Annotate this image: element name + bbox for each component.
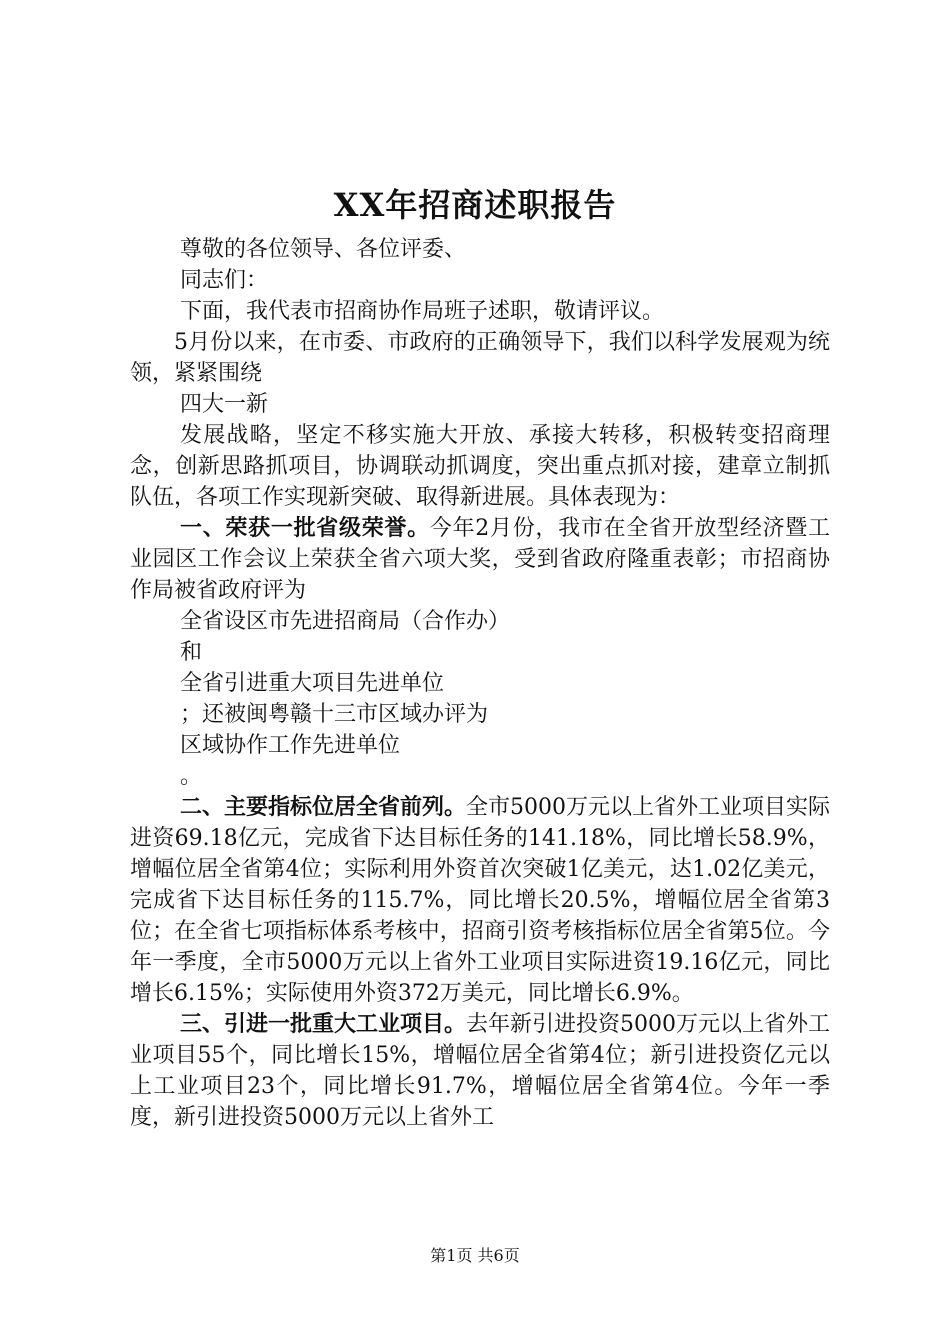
salutation-line-2: 同志们：	[180, 268, 269, 293]
award-3: 区域协作工作先进单位	[180, 733, 401, 758]
award-1: 全省设区市先进招商局（合作办）	[180, 609, 511, 634]
award-end: 。	[180, 764, 203, 789]
salutation-line-1: 尊敬的各位领导、各位评委、	[180, 237, 467, 262]
document-title: XX年招商述职报告	[333, 186, 617, 224]
section-2-text: 全市5000万元以上省外工业项目实际进资69.18亿元，完成省下达目标任务的141.18%，同比增长58.9%，增幅位居全省第4位；实际利用外资首次突破1亿美元，达1.02亿美元，完成省下达目标任务的115.7%，同比增长20.5%，增幅位居全省第3位；在全省七项指标体系考核中，招商引资考核指标位居全省第5位。今年一季度，全市5000万元以上省外工业项目实际进资19.16亿元，同比增长6.15%；实际使用外资372万美元，同比增长6.9%。	[130, 795, 831, 1006]
intro-paragraph: 下面，我代表市招商协作局班子述职，敬请评议。	[180, 299, 665, 324]
award-also: ；还被闽粤赣十三市区域办评为	[180, 702, 489, 727]
section-3-text: 去年新引进投资5000万元以上省外工业项目55个，同比增长15%，增幅位居全省第4位；新引进投资亿元以上工业项目23个，同比增长91.7%，增幅位居全省第4位。今年一季度，新引进投资5000万元以上省外工	[130, 1012, 831, 1130]
section-2-heading: 二、主要指标位居全省前列。	[180, 795, 467, 820]
quoted-phrase: 四大一新	[180, 392, 269, 417]
document-body	[130, 234, 830, 1133]
section-1-text: 今年2月份，我市在全省开放型经济暨工业园区工作会议上荣获全省六项大奖，受到省政府隆重表彰；市招商协作局被省政府评为	[130, 516, 830, 603]
section-2	[130, 792, 830, 1009]
paragraph-1: 5月份以来，在市委、市政府的正确领导下，我们以科学发展观为统领，紧紧围绕	[130, 330, 830, 386]
section-3-heading: 三、引进一批重大工业项目。	[180, 1012, 467, 1037]
page-number-footer: 第1页 共6页	[430, 1246, 520, 1265]
paragraph-2: 发展战略，坚定不移实施大开放、承接大转移，积极转变招商理念，创新思路抓项目，协调联动抓调度，突出重点抓对接，建章立制抓队伍，各项工作实现新突破、取得新进展。具体表现为：	[130, 423, 830, 510]
section-1	[130, 513, 830, 606]
section-3	[130, 1009, 830, 1133]
award-2: 全省引进重大项目先进单位	[180, 671, 445, 696]
award-conjunction: 和	[180, 640, 203, 665]
section-1-heading: 一、荣获一批省级荣誉。	[180, 516, 430, 541]
